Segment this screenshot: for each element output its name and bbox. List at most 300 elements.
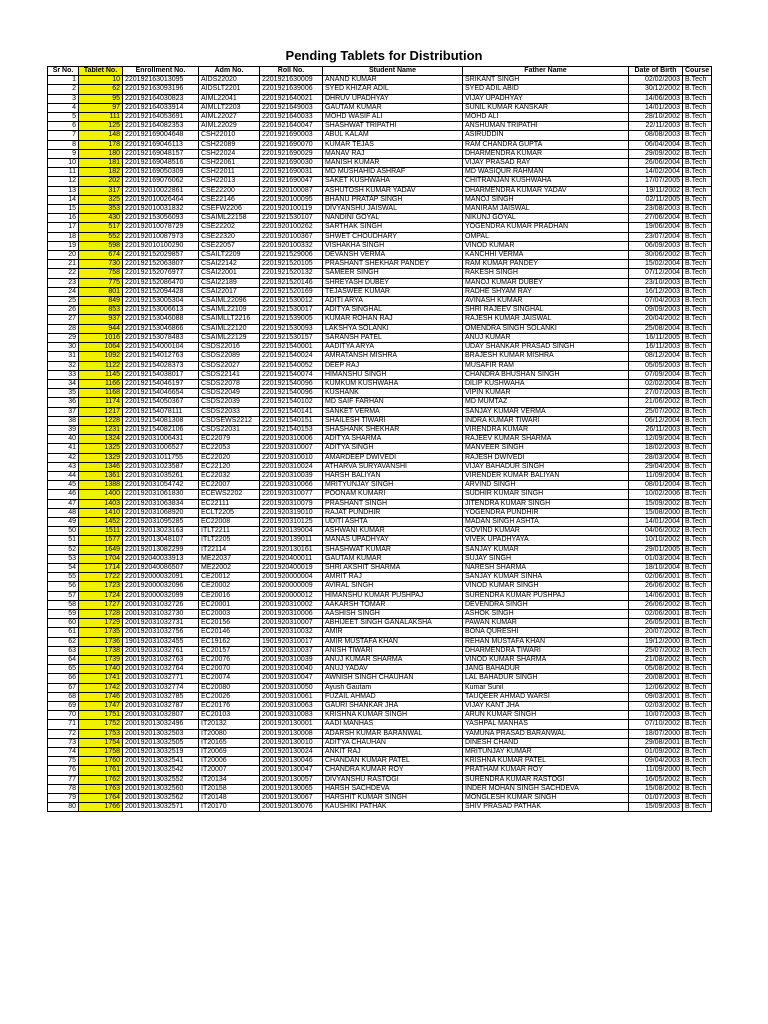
header-row (48, 67, 712, 76)
father-name-cell: VIJAY UPADHYAY (463, 94, 629, 103)
enrollment-no-cell: 220192040033913 (123, 554, 199, 563)
table-row (48, 527, 712, 536)
sr-no-cell: 59 (48, 609, 79, 618)
roll-no-cell: 2201921540074 (260, 370, 323, 379)
header-father-name: Father Name (463, 67, 629, 76)
date-of-birth-cell: 29/04/2004 (629, 462, 683, 471)
adm-no-cell: IT20080 (199, 729, 260, 738)
course-cell: B.Tech (683, 554, 712, 563)
roll-no-cell: 2201921690047 (260, 177, 323, 186)
father-name-cell: SUJAY SINGH (463, 554, 629, 563)
adm-no-cell: IT20165 (199, 738, 260, 747)
adm-no-cell: EC20076 (199, 656, 260, 665)
adm-no-cell: EC20001 (199, 600, 260, 609)
roll-no-cell: 2201921540024 (260, 352, 323, 361)
enrollment-no-cell: 200192013032503 (123, 729, 199, 738)
tablet-no-cell: 944 (79, 324, 123, 333)
date-of-birth-cell: 05/08/2002 (629, 665, 683, 674)
date-of-birth-cell: 26/06/2002 (629, 600, 683, 609)
enrollment-no-cell: 220192153046088 (123, 315, 199, 324)
table-row (48, 453, 712, 462)
father-name-cell: ARUN KUMAR SINGH (463, 711, 629, 720)
sr-no-cell: 60 (48, 619, 79, 628)
date-of-birth-cell: 02/06/2001 (629, 573, 683, 582)
student-name-cell: KUMAR ROHAN RAJ (323, 315, 463, 324)
enrollment-no-cell: 220192013048107 (123, 536, 199, 545)
date-of-birth-cell: 19/11/2002 (629, 186, 683, 195)
enrollment-no-cell: 220192013023163 (123, 527, 199, 536)
sr-no-cell: 74 (48, 748, 79, 757)
course-cell: B.Tech (683, 656, 712, 665)
course-cell: B.Tech (683, 131, 712, 140)
sr-no-cell: 37 (48, 407, 79, 416)
father-name-cell: UDAY SHANKAR PRASAD SINGH (463, 343, 629, 352)
date-of-birth-cell: 12/09/2004 (629, 435, 683, 444)
tablet-no-cell: 1577 (79, 536, 123, 545)
adm-no-cell: CSDS22031 (199, 425, 260, 434)
tablet-no-cell: 674 (79, 251, 123, 260)
father-name-cell: REHAN MUSTAFA KHAN (463, 637, 629, 646)
course-cell: B.Tech (683, 85, 712, 94)
enrollment-no-cell: 220192153005304 (123, 297, 199, 306)
table-row (48, 214, 712, 223)
father-name-cell: MUSAFIR RAM (463, 361, 629, 370)
date-of-birth-cell: 18/10/2004 (629, 563, 683, 572)
father-name-cell: KANCHHI VERMA (463, 251, 629, 260)
table-row (48, 389, 712, 398)
sr-no-cell: 25 (48, 297, 79, 306)
date-of-birth-cell: 20/04/2002 (629, 315, 683, 324)
father-name-cell: ANUJ KUMAR (463, 333, 629, 342)
sr-no-cell: 49 (48, 517, 79, 526)
date-of-birth-cell: 07/04/2003 (629, 297, 683, 306)
enrollment-no-cell: 220192154046197 (123, 379, 199, 388)
roll-no-cell: 2201921640033 (260, 113, 323, 122)
roll-no-cell: 2201920100262 (260, 223, 323, 232)
course-cell: B.Tech (683, 159, 712, 168)
course-cell: B.Tech (683, 398, 712, 407)
father-name-cell: MADAN SINGH ASHTA (463, 517, 629, 526)
course-cell: B.Tech (683, 177, 712, 186)
date-of-birth-cell: 19/12/2000 (629, 637, 683, 646)
roll-no-cell: 2001920310006 (260, 609, 323, 618)
table-row (48, 692, 712, 701)
student-name-cell: MOHD WASIF ALI (323, 113, 463, 122)
course-cell: B.Tech (683, 757, 712, 766)
sr-no-cell: 2 (48, 85, 79, 94)
sr-no-cell: 33 (48, 370, 79, 379)
enrollment-no-cell: 220192169050309 (123, 168, 199, 177)
tablet-no-cell: 97 (79, 103, 123, 112)
tablet-no-cell: 1753 (79, 729, 123, 738)
tablet-no-cell: 182 (79, 168, 123, 177)
roll-no-cell: 2001920130010 (260, 738, 323, 747)
student-name-cell: PRASHANT SINGH (323, 499, 463, 508)
adm-no-cell: IT20170 (199, 803, 260, 812)
student-name-cell: HIMANSHU SINGH (323, 370, 463, 379)
tablet-no-cell: 1722 (79, 573, 123, 582)
adm-no-cell: CSE22320 (199, 232, 260, 241)
enrollment-no-cell: 220192169048516 (123, 159, 199, 168)
father-name-cell: RAJESH DWIVEDI (463, 453, 629, 462)
adm-no-cell: CSDS22078 (199, 379, 260, 388)
roll-no-cell: 2001920310032 (260, 628, 323, 637)
date-of-birth-cell: 02/02/2004 (629, 379, 683, 388)
student-name-cell: ABHIJEET SINGH GANALAKSHA (323, 619, 463, 628)
date-of-birth-cell: 17/07/2005 (629, 177, 683, 186)
enrollment-no-cell: 220192031006431 (123, 435, 199, 444)
student-name-cell: LAKSHYA SOLANKI (323, 324, 463, 333)
tablet-no-cell: 111 (79, 113, 123, 122)
tablet-no-cell: 853 (79, 306, 123, 315)
table-row (48, 306, 712, 315)
roll-no-cell: 2201921690031 (260, 168, 323, 177)
sr-no-cell: 76 (48, 766, 79, 775)
adm-no-cell: CSH22010 (199, 131, 260, 140)
sr-no-cell: 3 (48, 94, 79, 103)
roll-no-cell: 2201920400019 (260, 563, 323, 572)
enrollment-no-cell: 220192013082299 (123, 545, 199, 554)
adm-no-cell: EC20080 (199, 683, 260, 692)
roll-no-cell: 2001920310063 (260, 702, 323, 711)
roll-no-cell: 2201920139011 (260, 536, 323, 545)
date-of-birth-cell: 29/08/2001 (629, 738, 683, 747)
table-row (48, 656, 712, 665)
enrollment-no-cell: 220192010031832 (123, 205, 199, 214)
table-row (48, 517, 712, 526)
roll-no-cell: 2201921540096 (260, 389, 323, 398)
date-of-birth-cell: 26/06/2004 (629, 159, 683, 168)
sr-no-cell: 54 (48, 563, 79, 572)
student-name-cell: GAUTAM KUMAR (323, 103, 463, 112)
course-cell: B.Tech (683, 113, 712, 122)
course-cell: B.Tech (683, 76, 712, 85)
table-row (48, 223, 712, 232)
enrollment-no-cell: 220192154046654 (123, 389, 199, 398)
student-name-cell: AASHISH SINGH (323, 609, 463, 618)
father-name-cell: SANJAY KUMAR (463, 545, 629, 554)
student-name-cell: FUZAIL AHMAD (323, 692, 463, 701)
adm-no-cell: CSDS22141 (199, 370, 260, 379)
father-name-cell: SANJAY KUMAR SINHA (463, 573, 629, 582)
adm-no-cell: CSH22061 (199, 159, 260, 168)
roll-no-cell: 2001920310040 (260, 665, 323, 674)
enrollment-no-cell: 220192154038017 (123, 370, 199, 379)
student-name-cell: SHASHANK SHEKHAR (323, 425, 463, 434)
sr-no-cell: 18 (48, 232, 79, 241)
tablet-no-cell: 62 (79, 85, 123, 94)
date-of-birth-cell: 28/10/2002 (629, 113, 683, 122)
sr-no-cell: 44 (48, 471, 79, 480)
tablet-no-cell: 1704 (79, 554, 123, 563)
course-cell: B.Tech (683, 140, 712, 149)
roll-no-cell: 2201920310079 (260, 499, 323, 508)
table-row (48, 720, 712, 729)
table-row (48, 416, 712, 425)
father-name-cell: ANSHUMAN TRIPATHI (463, 122, 629, 131)
sr-no-cell: 56 (48, 582, 79, 591)
enrollment-no-cell: 220192154078111 (123, 407, 199, 416)
table-row (48, 149, 712, 158)
adm-no-cell: EC22007 (199, 481, 260, 490)
date-of-birth-cell: 09/09/2003 (629, 306, 683, 315)
table-row (48, 619, 712, 628)
tablet-no-cell: 317 (79, 186, 123, 195)
date-of-birth-cell: 11/09/2000 (629, 766, 683, 775)
student-name-cell: AWNISH SINGH CHAUHAN (323, 674, 463, 683)
roll-no-cell: 2201920310077 (260, 490, 323, 499)
adm-no-cell: EC22008 (199, 517, 260, 526)
enrollment-no-cell: 220192010022861 (123, 186, 199, 195)
course-cell: B.Tech (683, 205, 712, 214)
student-name-cell: CHANDAN KUMAR PATEL (323, 757, 463, 766)
date-of-birth-cell: 18/02/2003 (629, 444, 683, 453)
table-row (48, 287, 712, 296)
enrollment-no-cell: 200192013032541 (123, 757, 199, 766)
sr-no-cell: 47 (48, 499, 79, 508)
header-roll-no: Roll No. (260, 67, 323, 76)
adm-no-cell: EC22079 (199, 435, 260, 444)
sr-no-cell: 45 (48, 481, 79, 490)
sr-no-cell: 29 (48, 333, 79, 342)
roll-no-cell: 2201920310010 (260, 453, 323, 462)
student-name-cell: HIMANSHU KUMAR PUSHPAJ (323, 591, 463, 600)
enrollment-no-cell: 220192000032096 (123, 582, 199, 591)
course-cell: B.Tech (683, 297, 712, 306)
sr-no-cell: 1 (48, 76, 79, 85)
course-cell: B.Tech (683, 720, 712, 729)
table-row (48, 361, 712, 370)
student-name-cell: ADITYA CHAUHAN (323, 738, 463, 747)
student-name-cell: SYED KHIZAR ADIL (323, 85, 463, 94)
enrollment-no-cell: 220192000032091 (123, 573, 199, 582)
date-of-birth-cell: 25/07/2002 (629, 646, 683, 655)
enrollment-no-cell: 200192031032731 (123, 619, 199, 628)
father-name-cell: DILIP KUSHWAHA (463, 379, 629, 388)
roll-no-cell: 2201920100119 (260, 205, 323, 214)
tablet-no-cell: 1714 (79, 563, 123, 572)
student-name-cell: ABUL KALAM (323, 131, 463, 140)
tablet-no-cell: 517 (79, 223, 123, 232)
father-name-cell: OMENDRA SINGH SOLANKI (463, 324, 629, 333)
table-row (48, 803, 712, 812)
student-name-cell: SAMEER SINGH (323, 269, 463, 278)
tablet-no-cell: 1728 (79, 609, 123, 618)
enrollment-no-cell: 220192152094428 (123, 287, 199, 296)
father-name-cell: BRAJESH KUMAR MISHRA (463, 352, 629, 361)
date-of-birth-cell: 14/06/2001 (629, 591, 683, 600)
father-name-cell: RAJEEV KUMAR SHARMA (463, 435, 629, 444)
roll-no-cell: 2201921529006 (260, 251, 323, 260)
course-cell: B.Tech (683, 803, 712, 812)
course-cell: B.Tech (683, 287, 712, 296)
header-enrollment-no: Enrollment No. (123, 67, 199, 76)
student-name-cell: AMRIT RAJ (323, 573, 463, 582)
sr-no-cell: 73 (48, 738, 79, 747)
enrollment-no-cell: 220192000032099 (123, 591, 199, 600)
father-name-cell: OMPAL (463, 232, 629, 241)
father-name-cell: RAM CHANDRA GUPTA (463, 140, 629, 149)
adm-no-cell: CE20012 (199, 573, 260, 582)
father-name-cell: VINOD KUMAR (463, 241, 629, 250)
date-of-birth-cell: 04/06/2002 (629, 527, 683, 536)
roll-no-cell: 2201920310006 (260, 435, 323, 444)
sr-no-cell: 79 (48, 794, 79, 803)
adm-no-cell: EC22111 (199, 499, 260, 508)
student-name-cell: KUMKUM KUSHWAHA (323, 379, 463, 388)
roll-no-cell: 2001920310007 (260, 619, 323, 628)
father-name-cell: VIJAY KANT JHA (463, 702, 629, 711)
sr-no-cell: 52 (48, 545, 79, 554)
sr-no-cell: 65 (48, 665, 79, 674)
table-row (48, 435, 712, 444)
adm-no-cell: IT20158 (199, 784, 260, 793)
date-of-birth-cell: 26/11/2003 (629, 425, 683, 434)
enrollment-no-cell: 220192152029857 (123, 251, 199, 260)
course-cell: B.Tech (683, 435, 712, 444)
date-of-birth-cell: 11/09/2004 (629, 471, 683, 480)
student-name-cell: MD MUSHAHID ASHRAF (323, 168, 463, 177)
student-name-cell: HARSH SACHDEVA (323, 784, 463, 793)
roll-no-cell: 2001920310037 (260, 646, 323, 655)
father-name-cell: DEVENDRA SINGH (463, 600, 629, 609)
sr-no-cell: 14 (48, 195, 79, 204)
table-row (48, 195, 712, 204)
enrollment-no-cell: 220192031068920 (123, 508, 199, 517)
course-cell: B.Tech (683, 195, 712, 204)
father-name-cell: SRIKANT SINGH (463, 76, 629, 85)
table-row (48, 333, 712, 342)
date-of-birth-cell: 26/05/2001 (629, 619, 683, 628)
enrollment-no-cell: 220192031063834 (123, 499, 199, 508)
enrollment-no-cell: 220192154050367 (123, 398, 199, 407)
table-row (48, 702, 712, 711)
date-of-birth-cell: 20/08/2001 (629, 674, 683, 683)
adm-no-cell: CSAIML22120 (199, 324, 260, 333)
student-name-cell: AAKARSH TOMAR (323, 600, 463, 609)
table-row (48, 297, 712, 306)
father-name-cell: BONA QURESHI (463, 628, 629, 637)
enrollment-no-cell: 200192031032774 (123, 683, 199, 692)
father-name-cell: MONGLESH KUMAR SINGH (463, 794, 629, 803)
roll-no-cell: 2001920000004 (260, 573, 323, 582)
sr-no-cell: 50 (48, 527, 79, 536)
course-cell: B.Tech (683, 251, 712, 260)
sr-no-cell: 42 (48, 453, 79, 462)
tablet-no-cell: 1231 (79, 425, 123, 434)
sr-no-cell: 66 (48, 674, 79, 683)
roll-no-cell: 2201921690070 (260, 140, 323, 149)
sr-no-cell: 48 (48, 508, 79, 517)
father-name-cell: RAKESH SINGH (463, 269, 629, 278)
roll-no-cell: 2201920310039 (260, 471, 323, 480)
adm-no-cell: CSAIMLLT2216 (199, 315, 260, 324)
father-name-cell: ARVIND SINGH (463, 481, 629, 490)
table-row (48, 481, 712, 490)
adm-no-cell: CSE22202 (199, 223, 260, 232)
roll-no-cell: 2001920310050 (260, 683, 323, 692)
student-name-cell: ANISH TIWARI (323, 646, 463, 655)
table-row (48, 462, 712, 471)
adm-no-cell: CSE22200 (199, 186, 260, 195)
adm-no-cell: CSH22089 (199, 140, 260, 149)
father-name-cell: MD WASIQUR RAHMAN (463, 168, 629, 177)
roll-no-cell: 2201920139004 (260, 527, 323, 536)
tablet-no-cell: 1217 (79, 407, 123, 416)
table-row (48, 674, 712, 683)
enrollment-no-cell: 200192013032571 (123, 803, 199, 812)
date-of-birth-cell: 07/09/2004 (629, 370, 683, 379)
tablet-no-cell: 1174 (79, 398, 123, 407)
adm-no-cell: CSDS22049 (199, 389, 260, 398)
table-row (48, 646, 712, 655)
table-row (48, 85, 712, 94)
table-row (48, 471, 712, 480)
student-name-cell: DIVYANSHU RASTOGI (323, 775, 463, 784)
father-name-cell: SURENDRA KUMAR PUSHPAJ (463, 591, 629, 600)
roll-no-cell: 2201920100367 (260, 232, 323, 241)
enrollment-no-cell: 200192013032560 (123, 784, 199, 793)
course-cell: B.Tech (683, 794, 712, 803)
student-name-cell: MRITYUNJAY SINGH (323, 481, 463, 490)
roll-no-cell: 2201921540102 (260, 398, 323, 407)
tablet-no-cell: 758 (79, 269, 123, 278)
sr-no-cell: 77 (48, 775, 79, 784)
roll-no-cell: 2001920130065 (260, 784, 323, 793)
roll-no-cell: 2201921540001 (260, 343, 323, 352)
roll-no-cell: 2201921520146 (260, 278, 323, 287)
course-cell: B.Tech (683, 453, 712, 462)
adm-no-cell: CE20002 (199, 582, 260, 591)
table-row (48, 573, 712, 582)
student-name-cell: DHRUV UPADHYAY (323, 94, 463, 103)
father-name-cell: CHITRANJAN KUSHWAHA (463, 177, 629, 186)
enrollment-no-cell: 220192152063807 (123, 260, 199, 269)
table-row (48, 628, 712, 637)
roll-no-cell: 2201921630009 (260, 76, 323, 85)
adm-no-cell: IT20006 (199, 757, 260, 766)
enrollment-no-cell: 220192163013095 (123, 76, 199, 85)
course-cell: B.Tech (683, 508, 712, 517)
table-row (48, 205, 712, 214)
enrollment-no-cell: 200192031032807 (123, 711, 199, 720)
sr-no-cell: 23 (48, 278, 79, 287)
sr-no-cell: 15 (48, 205, 79, 214)
date-of-birth-cell: 05/05/2003 (629, 361, 683, 370)
tablet-no-cell: 178 (79, 140, 123, 149)
course-cell: B.Tech (683, 692, 712, 701)
tablet-no-cell: 1762 (79, 775, 123, 784)
tablet-no-cell: 1766 (79, 803, 123, 812)
student-name-cell: ANUJ KUMAR SHARMA (323, 656, 463, 665)
date-of-birth-cell: 23/08/2003 (629, 205, 683, 214)
table-row (48, 637, 712, 646)
father-name-cell: VIPIN KUMAR (463, 389, 629, 398)
father-name-cell: VIRENDER KUMAR BALIYAN (463, 471, 629, 480)
tablet-no-cell: 1324 (79, 435, 123, 444)
course-cell: B.Tech (683, 103, 712, 112)
course-cell: B.Tech (683, 545, 712, 554)
date-of-birth-cell: 08/12/2004 (629, 352, 683, 361)
sr-no-cell: 22 (48, 269, 79, 278)
enrollment-no-cell: 220192169004648 (123, 131, 199, 140)
adm-no-cell: CSAI22001 (199, 269, 260, 278)
student-name-cell: DEEP RAJ (323, 361, 463, 370)
father-name-cell: MANVEER SINGH (463, 444, 629, 453)
table-row (48, 554, 712, 563)
student-name-cell: SARANSH PATEL (323, 333, 463, 342)
table-row (48, 582, 712, 591)
